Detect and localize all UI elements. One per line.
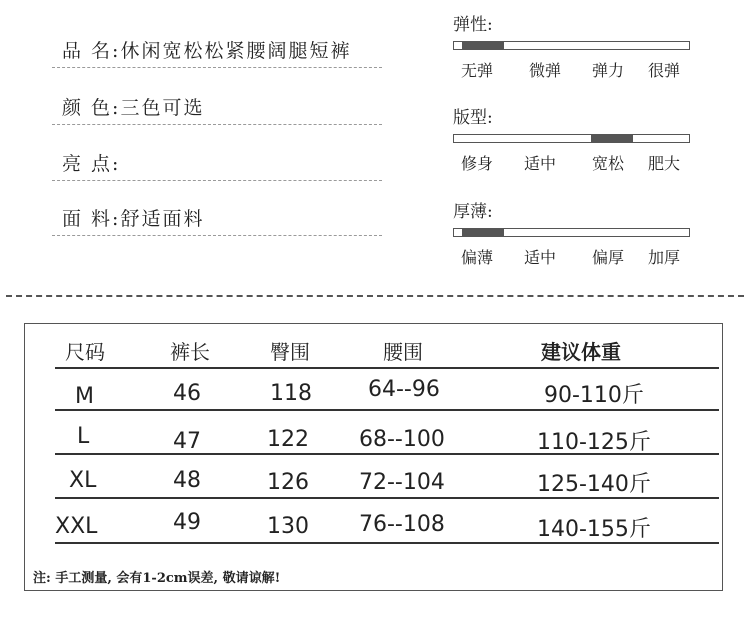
cell-hip: 122 [267, 427, 309, 452]
product-fabric: 面 料:舒适面料 [62, 208, 205, 230]
cell-waist: 68--100 [359, 427, 445, 452]
cell-length: 48 [173, 468, 201, 493]
scale-tick: 弹力 [592, 61, 625, 80]
cell-size: L [77, 424, 90, 449]
cell-length: 46 [173, 381, 201, 406]
scale-tick: 适中 [524, 248, 557, 267]
row-divider [55, 497, 719, 499]
header-weight: 建议体重 [541, 340, 621, 364]
scale-tick: 微弹 [529, 61, 562, 80]
divider [52, 124, 382, 125]
product-color: 颜 色:三色可选 [62, 97, 205, 119]
scale-ticks [453, 58, 703, 78]
scale-indicator [462, 42, 504, 49]
row-divider [55, 453, 719, 455]
info-row-fabric [52, 192, 382, 236]
info-row-name [52, 24, 382, 68]
divider [52, 235, 382, 236]
scale-tick: 偏薄 [461, 248, 494, 267]
scale-tick: 加厚 [648, 248, 681, 267]
divider [52, 180, 382, 181]
cell-size: XL [69, 468, 97, 493]
cell-weight: 125-140斤 [537, 472, 651, 497]
size-table [24, 323, 723, 591]
scale-track [453, 41, 690, 50]
scale-track [453, 228, 690, 237]
scale-tick: 肥大 [648, 154, 681, 173]
product-name: 品 名:休闲宽松松紧腰阔腿短裤 [62, 40, 352, 62]
cell-weight: 90-110斤 [544, 383, 644, 408]
scale-ticks [453, 245, 703, 265]
cell-size: XXL [55, 514, 98, 539]
cell-hip: 130 [267, 514, 309, 539]
cell-waist: 72--104 [359, 470, 445, 495]
scale-tick: 宽松 [592, 154, 625, 173]
header-waist: 腰围 [383, 340, 423, 364]
scale-ticks [453, 151, 703, 171]
cell-hip: 118 [270, 381, 312, 406]
cell-length: 49 [173, 510, 201, 535]
scale-tick: 适中 [524, 154, 557, 173]
info-row-highlight [52, 137, 382, 181]
row-divider [55, 409, 719, 411]
header-size: 尺码 [65, 340, 105, 364]
measurement-note: 注: 手工测量, 会有1-2cm误差, 敬请谅解! [33, 571, 281, 586]
cell-length: 47 [173, 429, 201, 454]
header-hip: 臀围 [270, 340, 310, 364]
scale-title: 弹性: [453, 15, 493, 35]
scale-track [453, 134, 690, 143]
scale-indicator [591, 135, 633, 142]
scale-tick: 无弹 [461, 61, 494, 80]
cell-hip: 126 [267, 470, 309, 495]
scale-title: 厚薄: [453, 202, 493, 222]
cell-waist: 64--96 [368, 377, 440, 402]
divider [52, 67, 382, 68]
scale-title: 版型: [453, 108, 493, 128]
info-row-color [52, 81, 382, 125]
cell-weight: 110-125斤 [537, 430, 651, 455]
row-divider [55, 367, 719, 369]
row-divider [55, 542, 719, 544]
product-highlight: 亮 点: [62, 153, 121, 175]
scale-indicator [462, 229, 504, 236]
cell-waist: 76--108 [359, 512, 445, 537]
header-length: 裤长 [170, 340, 210, 364]
scale-tick: 很弹 [648, 61, 681, 80]
section-divider [6, 295, 744, 297]
scale-tick: 修身 [461, 154, 494, 173]
scale-tick: 偏厚 [592, 248, 625, 267]
cell-size: M [75, 384, 94, 409]
cell-weight: 140-155斤 [537, 517, 651, 542]
